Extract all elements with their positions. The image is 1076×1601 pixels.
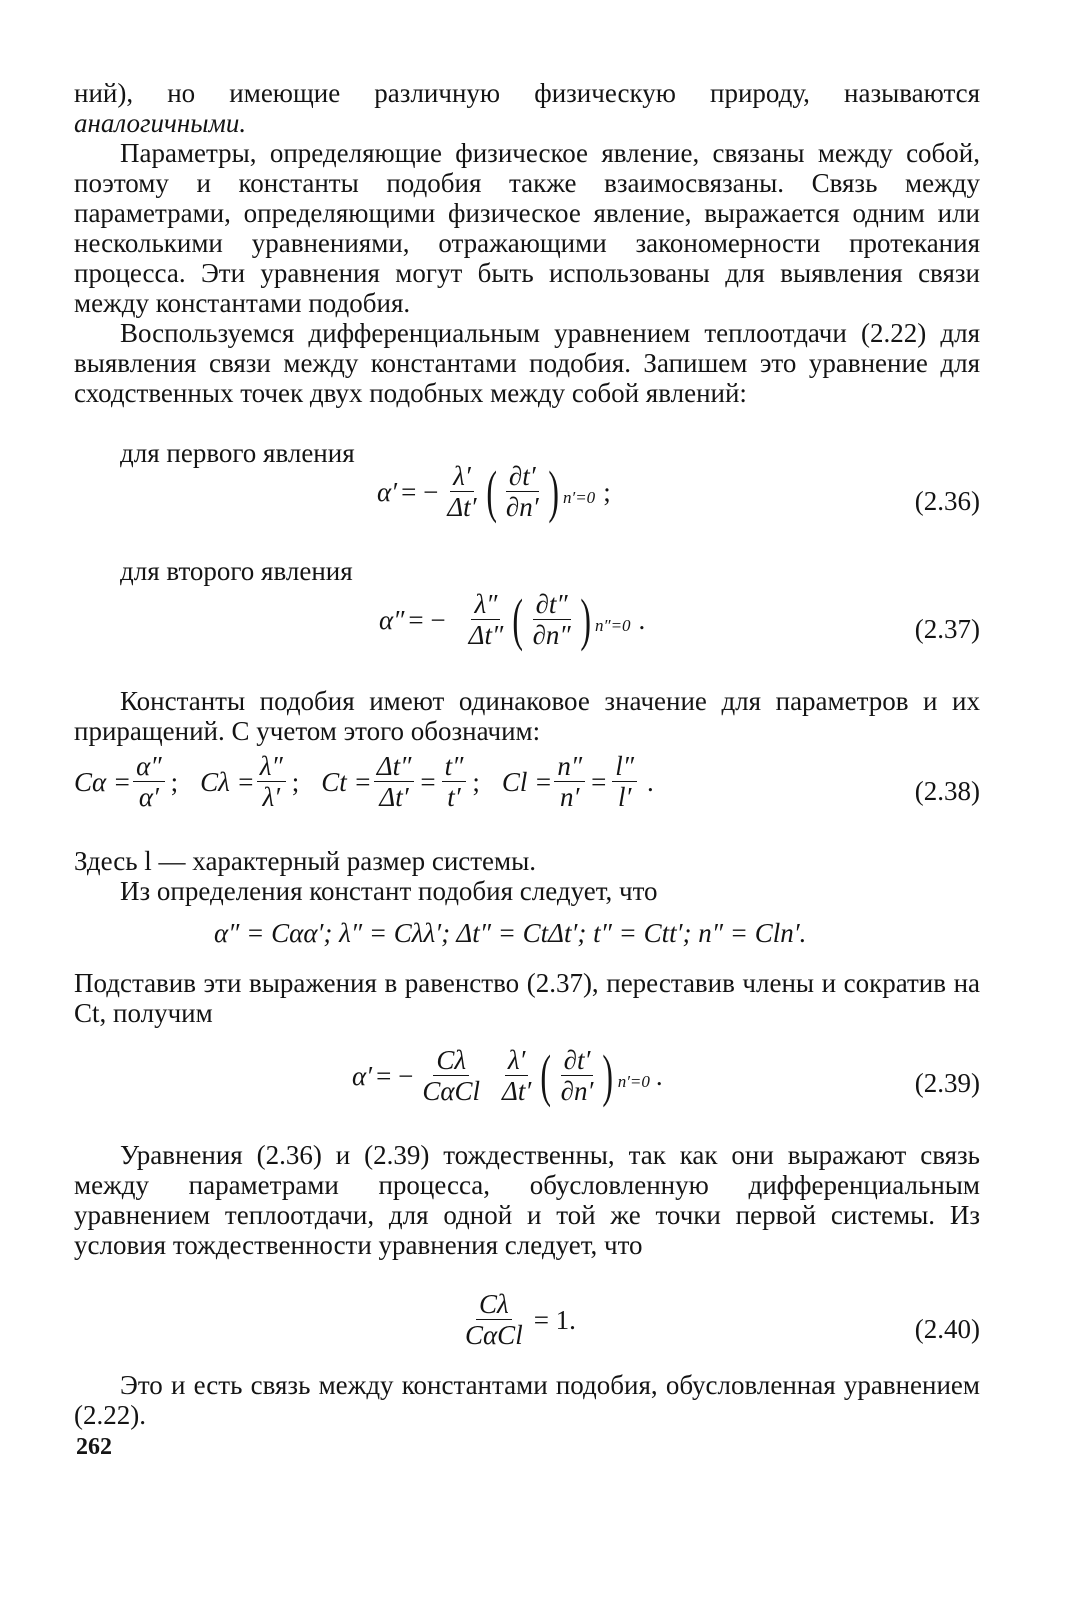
paragraph-3 (74, 318, 980, 408)
text-block: Уравнения (2.36) и (2.39) тождественны, так как они выражают связь между параметрами процесса, обусловленную дифференциальным уравнением теплоотдачи, для одной и той же точки первой системы. Из условия тождественности уравнения следует, что (74, 1140, 980, 1260)
numerator: Cλ (476, 1290, 512, 1320)
denominator: CαCl (422, 1076, 481, 1106)
equals: = (591, 766, 607, 797)
equation-number: (2.39) (914, 1068, 980, 1098)
numerator: λ′ (450, 462, 474, 492)
numerator: λ″ (471, 590, 500, 620)
denominator: CαCl (465, 1320, 523, 1350)
paren-open: ( (540, 1042, 552, 1108)
fraction (503, 462, 542, 521)
numerator: t″ (442, 752, 467, 782)
separator: ; (291, 766, 300, 797)
fraction (462, 1290, 526, 1349)
denominator: ∂n″ (532, 620, 571, 650)
numerator: λ″ (257, 752, 286, 782)
subscript: n′=0 (617, 1072, 650, 1091)
numerator: ∂t′ (561, 1046, 594, 1076)
fraction (444, 462, 479, 521)
fraction (257, 752, 286, 811)
denominator: Δt″ (468, 620, 504, 650)
denominator: Δt′ (502, 1076, 532, 1106)
symbol: Ct = (321, 766, 372, 797)
text-line: для второго явления (120, 556, 353, 586)
punct: . (638, 604, 646, 635)
denominator: ∂n′ (560, 1076, 594, 1106)
equation-body (352, 1042, 663, 1108)
denominator: t′ (447, 782, 461, 812)
equals: = (420, 766, 436, 797)
equation-2-37 (74, 586, 980, 670)
paragraph-6 (74, 876, 980, 906)
numerator: Cλ (433, 1046, 469, 1076)
fraction (499, 1046, 534, 1105)
equation-body (377, 458, 611, 524)
text-line: для первого явления (120, 438, 355, 468)
punct: . (647, 766, 654, 797)
text-block: Константы подобия имеют одинаковое значение для параметров и их приращений. С учетом этого обозначим: (74, 686, 980, 746)
equation-line: α″ = Cαα′; λ″ = Cλλ′; Δt″ = CtΔt′; t″ = Ctt′; n″ = Cln′. (214, 918, 807, 948)
denominator: α′ (138, 782, 159, 812)
equals-minus: = − (401, 476, 439, 507)
punct: . (655, 1060, 663, 1091)
equation-number: (2.38) (914, 776, 980, 806)
fraction (133, 752, 164, 811)
text-line: Из определения констант подобия следует, что (120, 876, 658, 906)
equation-body (460, 1290, 576, 1349)
paragraph-9 (74, 1370, 980, 1430)
numerator: ∂t′ (506, 462, 539, 492)
paragraph-2 (74, 138, 980, 318)
numerator: ∂t″ (533, 590, 571, 620)
paren-close: ) (548, 458, 559, 524)
paragraph-7 (74, 968, 980, 1028)
text-block: Это и есть связь между константами подобия, обусловленная уравнением (2.22). (74, 1370, 980, 1430)
equals-minus: = − (408, 604, 446, 635)
lhs: α″ (379, 604, 405, 635)
paragraph-1 (74, 78, 980, 138)
rhs: = 1. (533, 1304, 576, 1335)
paren-open: ( (485, 458, 497, 524)
numerator: l″ (612, 752, 637, 782)
denominator: Δt′ (379, 782, 409, 812)
separator: ; (170, 766, 179, 797)
text-line: ний), но имеющие различную физическую природу, называются (74, 78, 980, 108)
text-line: Здесь l — характерный размер системы. (74, 846, 537, 876)
equation-2-38 (74, 752, 980, 832)
page-number: 262 (76, 1434, 112, 1460)
denominator: λ′ (262, 782, 281, 812)
equation-2-36 (74, 458, 980, 542)
equation-number: (2.36) (914, 486, 980, 516)
fraction (419, 1046, 483, 1105)
equation-relations (74, 918, 980, 948)
fraction (374, 752, 415, 811)
paragraph-8 (74, 1140, 980, 1260)
numerator: λ′ (505, 1046, 529, 1076)
equation-body (379, 586, 646, 652)
punct: ; (603, 476, 611, 507)
denominator: Δt′ (447, 492, 477, 522)
numerator: α″ (133, 752, 164, 782)
paren-close: ) (602, 1042, 614, 1108)
label-second (74, 556, 980, 586)
paren-close: ) (580, 586, 591, 652)
denominator: l′ (617, 782, 632, 812)
separator: ; (472, 766, 480, 797)
fraction (442, 752, 467, 811)
paragraph-5 (74, 846, 980, 876)
paren-open: ( (512, 586, 524, 652)
symbol: Cλ = (200, 766, 255, 797)
italic-term: аналогичными. (74, 108, 247, 138)
fraction (466, 590, 507, 649)
paragraph-4 (74, 686, 980, 746)
numerator: n″ (554, 752, 585, 782)
denominator: ∂n′ (505, 492, 539, 522)
text-block: Параметры, определяющие физическое явление, связаны между собой, поэтому и константы подобия также взаимосвязаны. Связь между параметрами, определяющими физическое явление, выражается одним или несколькими уравнениями, отражающими закономерности протекания процесса. Эти уравнения могут быть использованы для выявления связи между константами подобия. (74, 138, 980, 318)
numerator: Δt″ (374, 752, 415, 782)
text-block: Подставив эти выражения в равенство (2.37), переставив члены и сократив на Ct, получим (74, 968, 980, 1028)
lhs: α′ (377, 476, 398, 507)
lhs: α′ (352, 1060, 373, 1091)
denominator: n′ (559, 782, 580, 812)
equation-number: (2.40) (914, 1314, 980, 1344)
symbol: Cα = (74, 766, 132, 797)
fraction (530, 590, 574, 649)
equation-body (74, 752, 654, 811)
equation-2-40 (74, 1290, 980, 1370)
equation-number: (2.37) (914, 614, 980, 644)
fraction (554, 752, 585, 811)
text-block: Воспользуемся дифференциальным уравнением теплоотдачи (2.22) для выявления связи между константами подобия. Запишем это уравнение для сходственных точек двух подобных между собой явлений: (74, 318, 980, 408)
symbol: Cl = (501, 766, 553, 797)
equation-2-39 (74, 1042, 980, 1126)
fraction (558, 1046, 597, 1105)
subscript: n″=0 (594, 616, 631, 635)
equals-minus: = − (376, 1060, 414, 1091)
fraction (612, 752, 637, 811)
subscript: n′=0 (562, 488, 596, 507)
